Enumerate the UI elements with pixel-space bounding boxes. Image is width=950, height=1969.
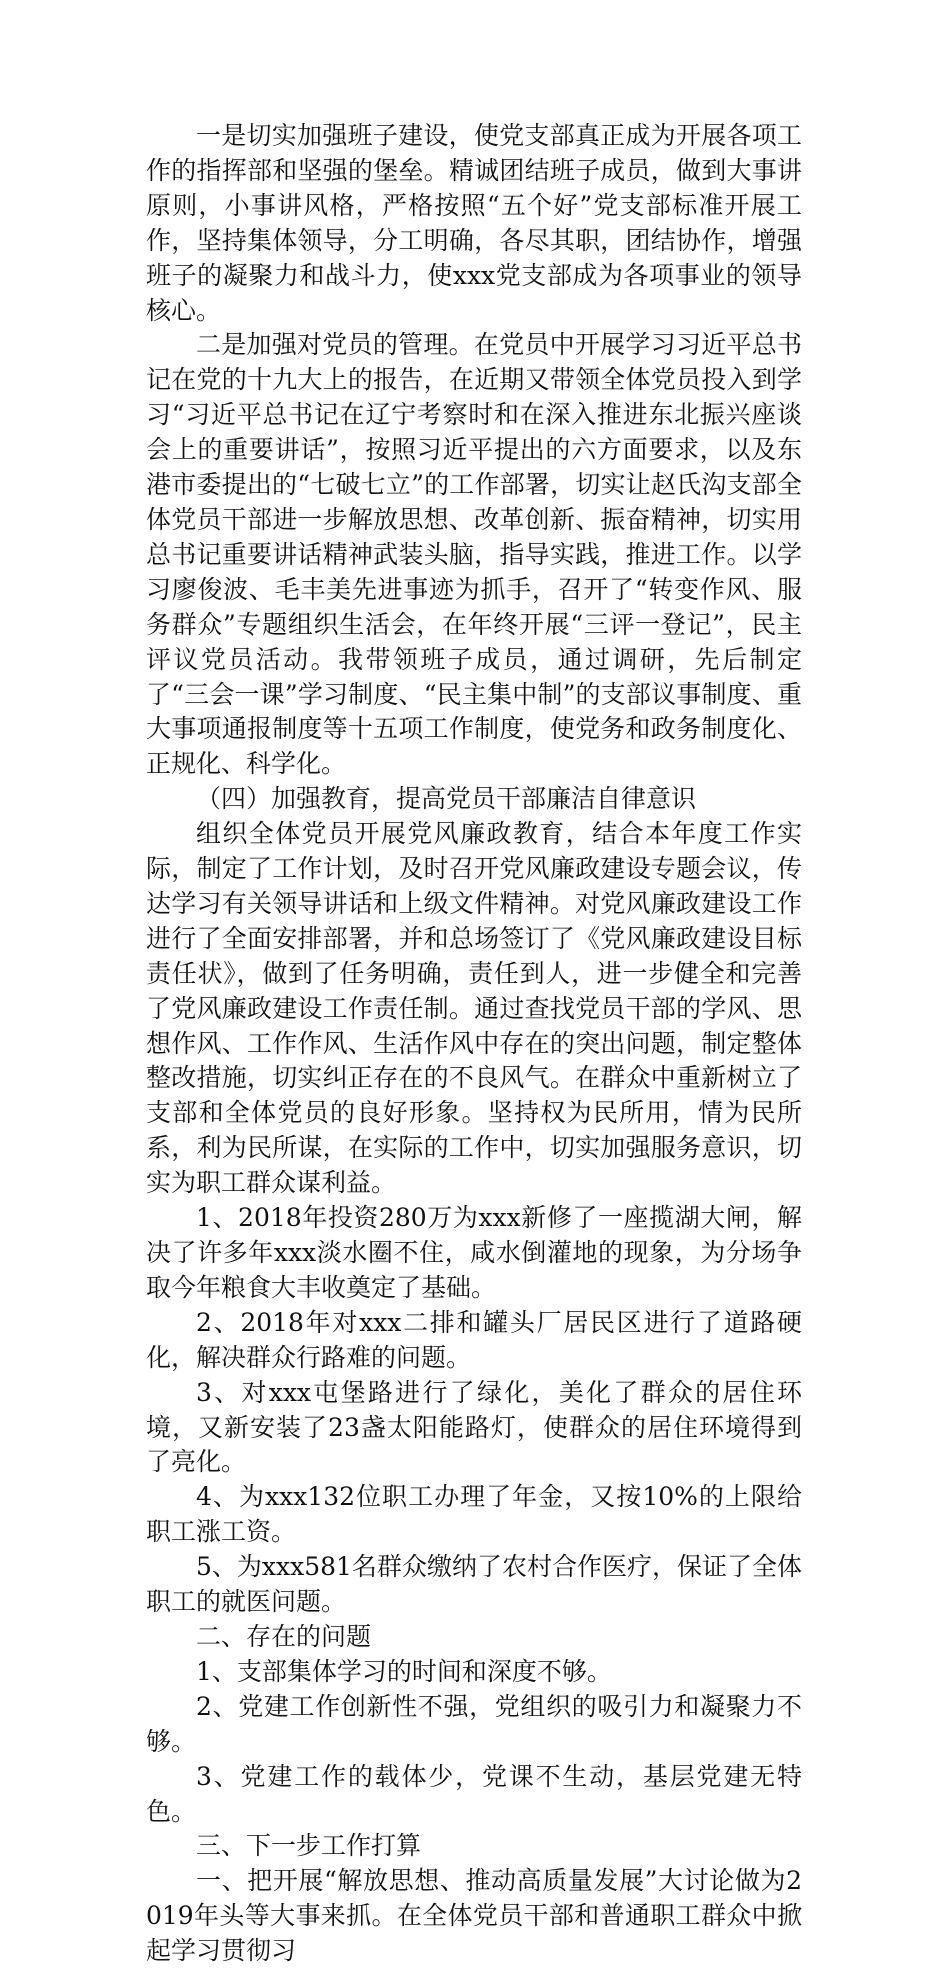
section-heading-education: （四）加强教育，提高党员干部廉洁自律意识 xyxy=(196,784,697,814)
list-item-4: 4、为xxx132位职工办理了年金，又按10%的上限给职工涨工资。 xyxy=(146,1482,802,1547)
list-item-5: 5、为xxx581名群众缴纳了农村合作医疗，保证了全体职工的就医问题。 xyxy=(146,1552,802,1617)
list-item-1: 1、2018年投资280万为xxx新修了一座揽湖大闸，解决了许多年xxx淡水圈不住，咸水倒灌地的现象，为分场争取今年粮食大丰收奠定了基础。 xyxy=(146,1203,802,1302)
paragraph-team-building: 一是切实加强班子建设，使党支部真正成为开展各项工作的指挥部和坚强的堡垒。精诚团结班子成员，做到大事讲原则，小事讲风格，严格按照“五个好”党支部标准开展工作，坚持集体领导，分工明确，各尽其职，团结协作，增强班子的凝聚力和战斗力，使xxx党支部成为各项事业的领导核心。 xyxy=(146,121,802,325)
list-item-2: 2、2018年对xxx二排和罐头厂居民区进行了道路硬化，解决群众行路难的问题。 xyxy=(146,1307,802,1372)
problem-item-1: 1、支部集体学习的时间和深度不够。 xyxy=(196,1656,612,1686)
paragraph-member-management: 二是加强对党员的管理。在党员中开展学习习近平总书记在党的十九大上的报告，在近期又带领全体党员投入到学习“习近平总书记在辽宁考察时和在深入推进东北振兴座谈会上的重要讲话”，按照习近平提出的六方面要求，以及东港市委提出的“七破七立”的工作部署，切实让赵氏沟支部全体党员干部进一步解放思想、改革创新、振奋精神，切实用总书记重要讲话精神武装头脑，指导实践，推进工作。以学习廖俊波、毛丰美先进事迹为抓手，召开了“转变作风、服务群众”专题组织生活会，在年终开展“三评一登记”，民主评议党员活动。我带领班子成员，通过调研，先后制定了“三会一课”学习制度、“民主集中制”的支部议事制度、重大事项通报制度等十五项工作制度，使党务和政务制度化、正规化、科学化。 xyxy=(146,330,802,779)
paragraph-next-steps-1: 一、把开展“解放思想、推动高质量发展”大讨论做为2019年头等大事来抓。在全体党员干部和普通职工群众中掀起学习贯彻习 xyxy=(146,1866,802,1966)
problem-item-2: 2、党建工作创新性不强，党组织的吸引力和凝聚力不够。 xyxy=(146,1691,802,1756)
section-heading-next-steps: 三、下一步工作打算 xyxy=(196,1831,422,1861)
list-item-3: 3、对xxx屯堡路进行了绿化，美化了群众的居住环境，又新安装了23盏太阳能路灯，使群众的居住环境得到了亮化。 xyxy=(146,1377,802,1477)
paragraph-integrity-education: 组织全体党员开展党风廉政教育，结合本年度工作实际，制定了工作计划，及时召开党风廉政建设专题会议，传达学习有关领导讲话和上级文件精神。对党风廉政建设工作进行了全面安排部署，并和总场签订了《党风廉政建设目标责任状》，做到了任务明确，责任到人，进一步健全和完善了党风廉政建设工作责任制。通过查找党员干部的学风、思想作风、工作作风、生活作风中存在的突出问题，制定整体整改措施，切实纠正存在的不良风气。在群众中重新树立了支部和全体党员的良好形象。坚持权为民所用，情为民所系，利为民所谋，在实际的工作中，切实加强服务意识，切实为职工群众谋利益。 xyxy=(146,819,802,1198)
section-heading-problems: 二、存在的问题 xyxy=(196,1621,372,1651)
problem-item-3: 3、党建工作的载体少，党课不生动，基层党建无特色。 xyxy=(146,1761,802,1826)
